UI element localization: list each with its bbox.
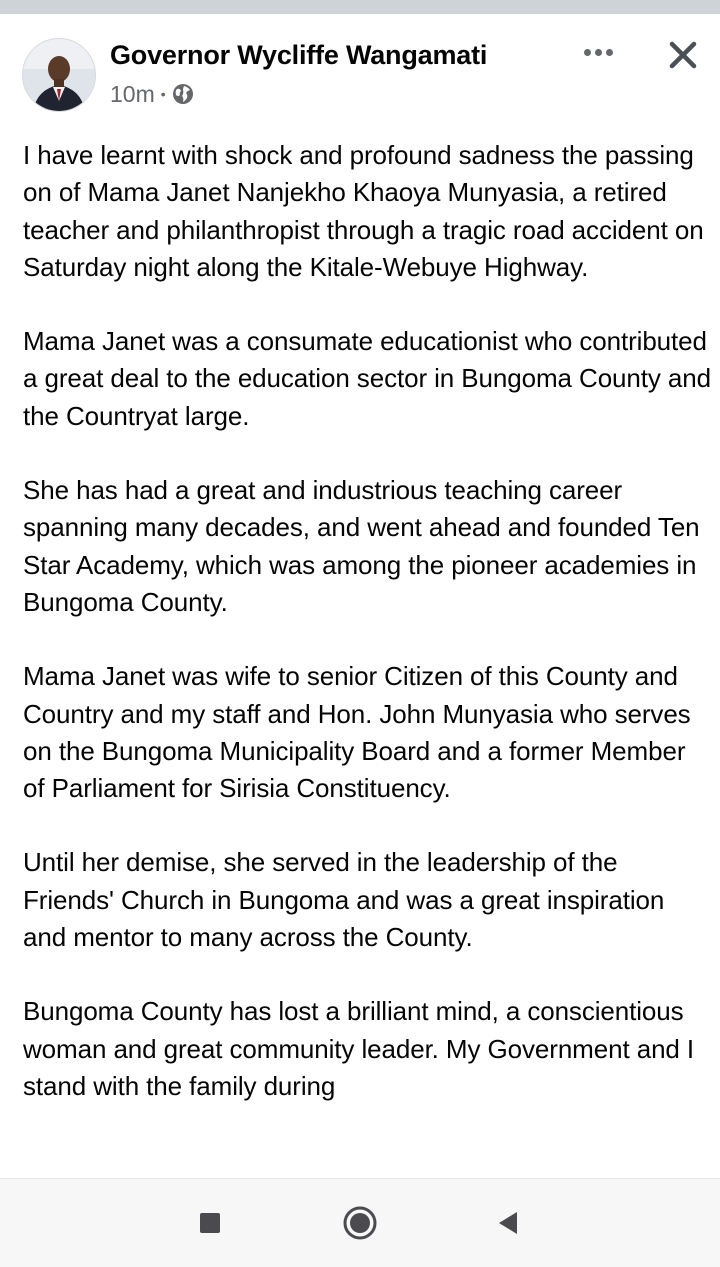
back-button[interactable] — [488, 1203, 528, 1243]
post-time[interactable]: 10m — [110, 80, 155, 107]
post-paragraph: Until her demise, she served in the leadership of the Friends' Church in Bungoma and was a great inspiration and mentor to many across the County. — [23, 847, 665, 953]
meta-separator: • — [160, 86, 166, 102]
more-options-icon[interactable] — [576, 34, 620, 70]
author-name[interactable]: Governor Wycliffe Wangamati — [110, 40, 488, 70]
home-button[interactable] — [340, 1203, 380, 1243]
post-paragraph: Bungoma County has lost a brilliant mind, a conscientious woman and great community leader. My Government and I stand with the family during — [23, 996, 695, 1101]
post-paragraph: I have learnt with shock and profound sadness the passing on of Mama Janet Nanjekho Khaoya Munyasia, a retired teacher and philanthropist through a tragic road accident on Saturday night along the Kitale-Webuye Highway. — [23, 140, 704, 282]
back-triangle-icon — [495, 1210, 521, 1236]
avatar[interactable] — [22, 38, 96, 112]
recents-button[interactable] — [190, 1203, 230, 1243]
post-body — [23, 137, 713, 1177]
globe-icon — [172, 83, 194, 105]
profile-photo — [23, 39, 95, 111]
system-navigation-bar — [0, 1178, 720, 1267]
square-icon — [200, 1213, 220, 1233]
post-header — [0, 14, 720, 124]
post-paragraph: She has had a great and industrious teaching career spanning many decades, and went ahead and founded Ten Star Academy, which was among the pioneer academies in Bungoma County. — [23, 475, 700, 617]
close-icon[interactable] — [664, 36, 702, 74]
status-strip — [0, 0, 720, 14]
circle-icon — [342, 1205, 378, 1241]
post-paragraph: Mama Janet was wife to senior Citizen of this County and Country and my staff and Hon. John Munyasia who serves on the Bungoma Municipality Board and a former Member of Parliament for Sirisia Constituency. — [23, 661, 691, 804]
post-meta — [110, 80, 194, 108]
post-paragraph: Mama Janet was a consumate educationist who contributed a great deal to the education sector in Bungoma County and the Countryat large. — [23, 326, 711, 431]
